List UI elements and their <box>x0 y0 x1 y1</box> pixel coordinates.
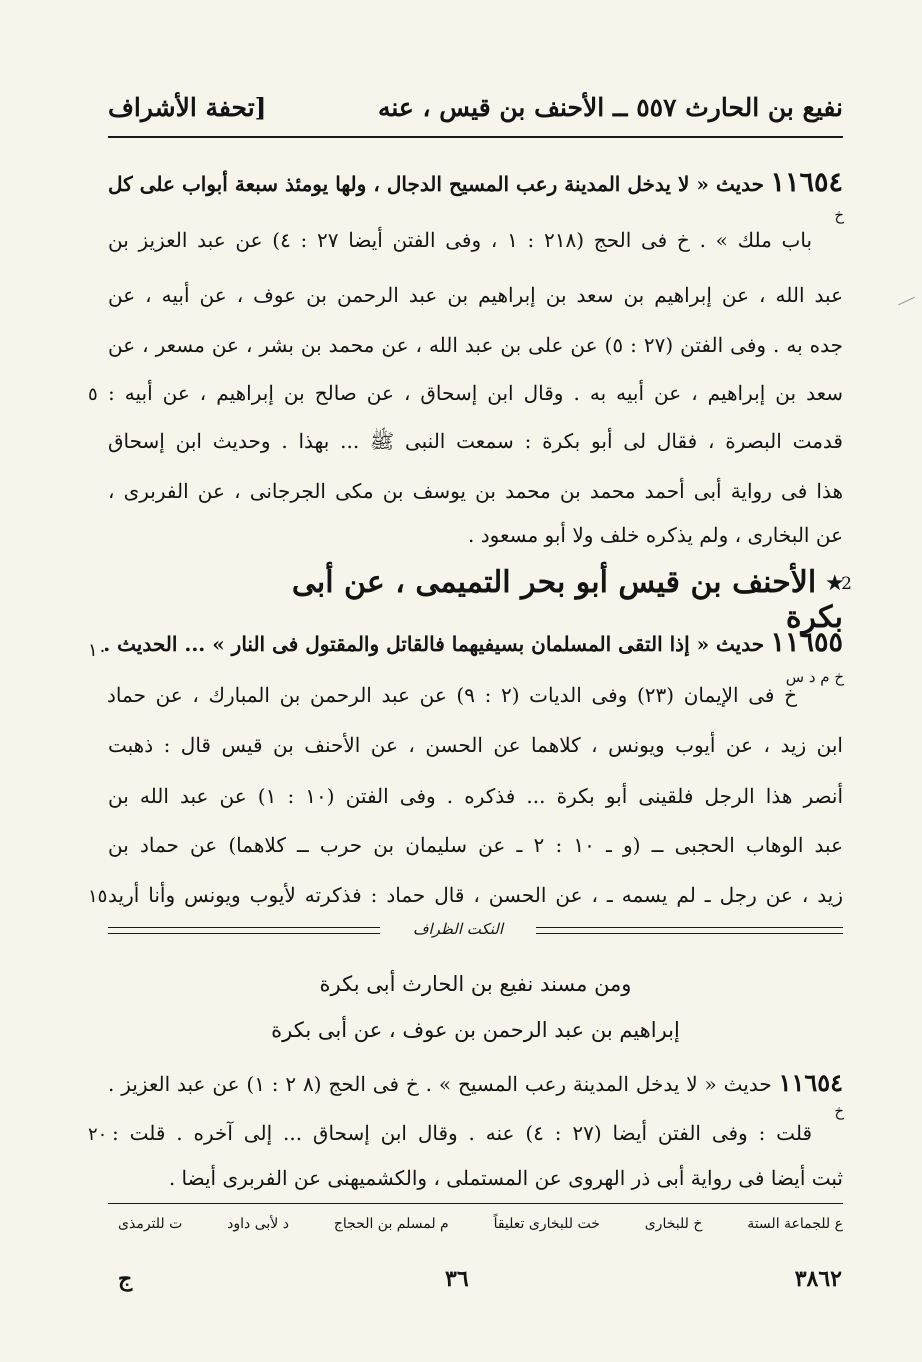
abbreviation: خ للبخارى <box>644 1216 703 1232</box>
entry-line-text: حديث « إذا التقى المسلمان بسيفيهما فالقاتل والمقتول فى النار » ... الحديث . <box>103 632 765 656</box>
line-number-5: ٥ <box>88 384 98 405</box>
siglum: خ <box>834 1102 844 1120</box>
abbreviation: م لمسلم بن الحجاج <box>333 1216 449 1232</box>
entry-line: عن البخارى ، ولم يذكره خلف ولا أبو مسعود . <box>468 523 843 547</box>
footer-rule <box>108 1203 843 1204</box>
hadith-number: ١١٦٥٥ <box>770 627 843 658</box>
siglum: خ م د س <box>785 668 844 686</box>
separator-rule <box>536 927 843 934</box>
entry-line: جده به . وفى الفتن (٢٧ : ٥) عن على بن عبد الله ، عن محمد بن بشر ، عن مسعر ، عن <box>108 333 844 357</box>
abbreviation: د لأبى داود <box>227 1216 289 1232</box>
section-heading <box>250 565 843 635</box>
entry-line: قدمت البصرة ، فقال لى أبو بكرة : سمعت النبى ﷺ ... بهذا . وحديث ابن إسحاق <box>108 429 843 453</box>
nukat-line: قلت : وفى الفتن أيضا (٢٧ : ٤) عنه . وقال ابن إسحاق ... إلى آخره . قلت : <box>112 1121 813 1145</box>
header-book-title: [تحفة الأشراف <box>108 92 267 122</box>
nukat-line: ثبت أيضا فى رواية أبى ذر الهروى عن المستملى ، والكشميهنى عن الفربرى أيضا . <box>168 1166 843 1190</box>
section-heading-text: الأحنف بن قيس أبو بحر التميمى ، عن أبى بكرة <box>291 565 843 635</box>
abbreviation: خت للبخارى تعليقاً <box>493 1216 600 1232</box>
line-number-15: ١٥ <box>88 886 108 907</box>
entry-line: سعد بن إبراهيم ، عن أبيه به . وقال ابن إسحاق ، عن صالح بن إبراهيم ، عن أبيه : <box>108 381 843 405</box>
entry-line: أنصر هذا الرجل فلقينى أبو بكرة ... فذكره . وفى الفتن (١٠ : ١) عن عبد الله بن <box>108 784 844 808</box>
siglum: خ <box>834 206 844 224</box>
entry-line: باب ملك » . خ فى الحج (٢١٨ : ١ ، وفى الفتن أيضا ٢٧ : ٤) عن عبد العزيز بن <box>108 228 813 252</box>
abbreviation-key <box>118 1216 843 1232</box>
page-number: ٣٦ <box>445 1266 469 1292</box>
running-header <box>108 84 843 130</box>
header-title: نفيع بن الحارث ٥٥٧ ــ الأحنف بن قيس ، عنه <box>377 92 843 122</box>
margin-note: 2 <box>841 574 852 594</box>
entry-line: هذا فى رواية أبى أحمد محمد بن محمد بن يوسف بن مكى الجرجانى ، عن الفربرى ، <box>108 479 843 503</box>
entry-line: زيد ، عن رجل ـ لم يسمه ـ ، عن الحسن ، قال حماد : فذكرته لأيوب ويونس وأنا أريد <box>108 883 844 907</box>
entry-line-text: حديث « لا يدخل المدينة رعب المسيح الدجال ، ولها يومئذ سبعة أبواب على كل <box>108 172 765 196</box>
nukat-line <box>108 1068 843 1099</box>
entry-line <box>103 627 843 659</box>
entry-line: عبد الوهاب الحجبى ــ (و ـ ١٠ : ٢ ـ عن سليمان بن حرب ــ كلاهما) عن حماد بن <box>108 833 844 857</box>
section-separator <box>108 920 843 942</box>
hadith-number: ١١٦٥٤ <box>770 167 843 198</box>
line-number-20: ٢٠ <box>88 1124 108 1145</box>
nukat-line-text: حديث « لا يدخل المدينة رعب المسيح » . خ فى الحج (٨ ٢ : ١) عن عبد العزيز . <box>108 1072 772 1096</box>
nukat-subtitle: إبراهيم بن عبد الرحمن بن عوف ، عن أبى بكرة <box>271 1018 680 1042</box>
paper-mark <box>898 297 920 316</box>
abbreviation: ع للجماعة الستة <box>747 1216 843 1232</box>
entry-line: ابن زيد ، عن أيوب ويونس ، كلاهما عن الحسن ، عن الأحنف بن قيس قال : ذهبت <box>108 733 843 757</box>
hadith-number: ١١٦٥٤ <box>778 1068 844 1097</box>
header-rule <box>108 136 843 138</box>
volume-page-number: ٣٨٦٢ <box>794 1266 842 1292</box>
separator-rule <box>108 927 380 934</box>
abbreviation: ت للترمذى <box>118 1216 183 1232</box>
signature-mark: ج <box>118 1266 133 1292</box>
star-marker: ٭ <box>826 565 843 600</box>
entry-line <box>108 168 843 199</box>
nukat-title: ومن مسند نفيع بن الحارث أبى بكرة <box>319 972 632 996</box>
line-number-10: ١٠ <box>88 640 108 661</box>
separator-label: النكت الظراف <box>412 920 504 938</box>
entry-line: عبد الله ، عن إبراهيم بن سعد بن إبراهيم بن عبد الرحمن بن عوف ، عن أبيه ، عن <box>108 283 843 307</box>
entry-line: خ فى الإيمان (٢٣) وفى الديات (٢ : ٩) عن عبد الرحمن بن المبارك ، عن حماد <box>107 683 798 707</box>
